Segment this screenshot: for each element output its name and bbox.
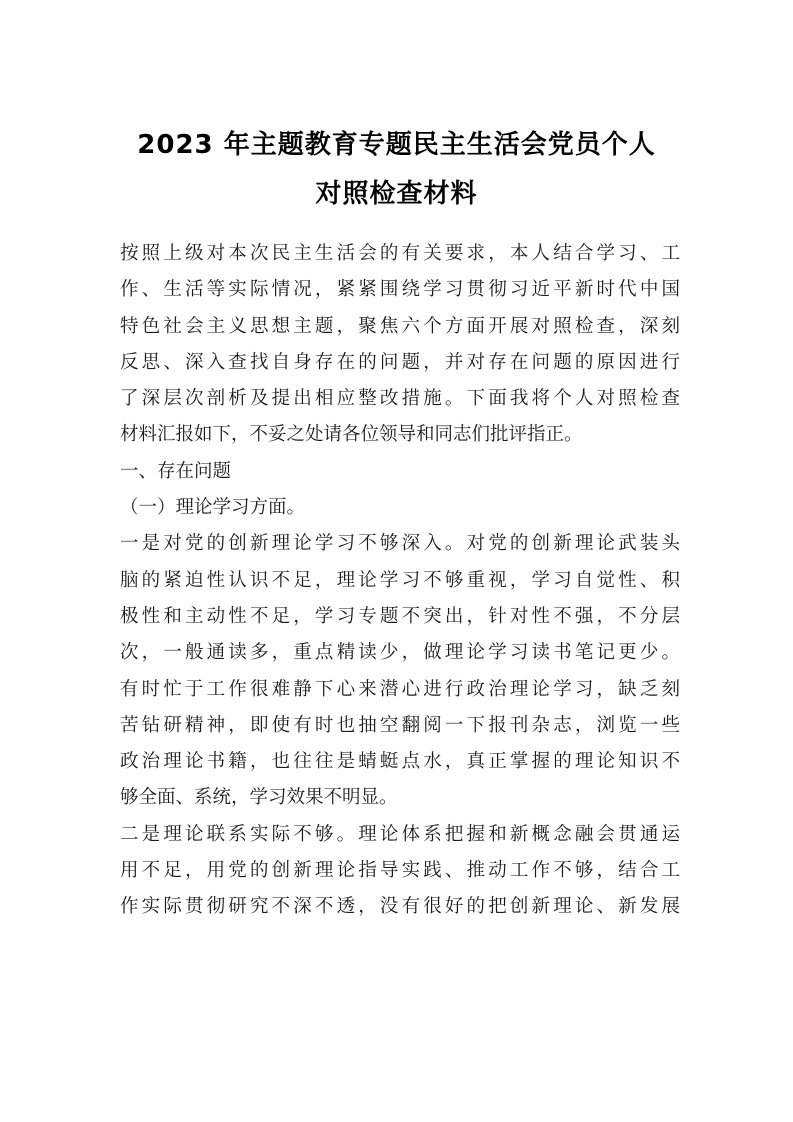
intro-paragraph-line: 特色社会主义思想主题，聚焦六个方面开展对照检查，深刻	[120, 315, 680, 337]
intro-paragraph-line: 材料汇报如下，不妥之处请各位领导和同志们批评指正。	[120, 424, 583, 446]
paragraph-line: 政治理论书籍，也往往是蜻蜓点水，真正掌握的理论知识不	[120, 751, 680, 773]
intro-paragraph-line: 作、生活等实际情况，紧紧围绕学习贯彻习近平新时代中国	[120, 279, 680, 301]
paragraph-line: 二是理论联系实际不够。理论体系把握和新概念融会贯通运	[120, 823, 680, 845]
paragraph-line: 极性和主动性不足，学习专题不突出，针对性不强，不分层	[120, 605, 680, 627]
paragraph-line: 作实际贯彻研究不深不透，没有很好的把创新理论、新发展	[120, 896, 680, 918]
subsection-heading: （一）理论学习方面。	[120, 497, 306, 519]
paragraph-line: 苦钻研精神，即使有时也抽空翻阅一下报刊杂志，浏览一些	[120, 714, 680, 736]
document-title-line-2: 对照检查材料	[315, 179, 478, 209]
paragraph-line: 次，一般通读多，重点精读少，做理论学习读书笔记更少。	[120, 642, 680, 664]
paragraph-line: 脑的紧迫性认识不足，理论学习不够重视，学习自觉性、积	[120, 569, 680, 591]
document-title-line-1: 2023 年主题教育专题民主生活会党员个人	[137, 130, 656, 160]
intro-paragraph-line: 了深层次剖析及提出相应整改措施。下面我将个人对照检查	[120, 388, 680, 410]
intro-paragraph-line: 按照上级对本次民主生活会的有关要求，本人结合学习、工	[120, 243, 680, 264]
document-body	[120, 236, 680, 926]
intro-paragraph-line: 反思、深入查找自身存在的问题，并对存在问题的原因进行	[120, 351, 680, 373]
paragraph-line: 用不足，用党的创新理论指导实践、推动工作不够，结合工	[120, 860, 680, 882]
section-heading: 一、存在问题	[120, 460, 232, 482]
paragraph-line: 够全面、系统，学习效果不明显。	[120, 787, 398, 809]
paragraph-line: 有时忙于工作很难静下心来潜心进行政治理论学习，缺乏刻	[120, 678, 680, 700]
paragraph-line: 一是对党的创新理论学习不够深入。对党的创新理论武装头	[120, 533, 680, 555]
